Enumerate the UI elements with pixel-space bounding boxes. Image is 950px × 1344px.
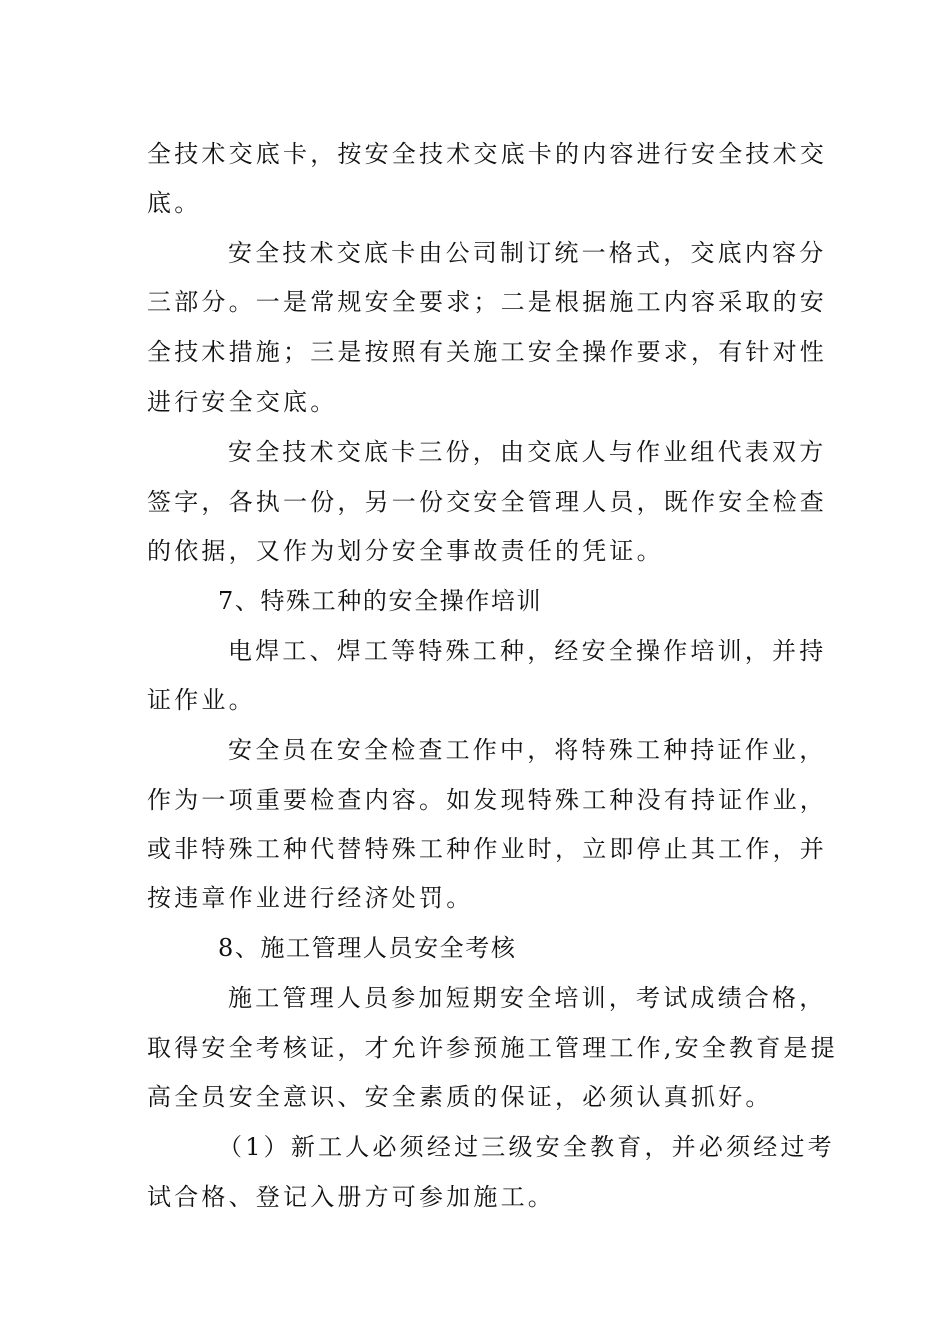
section-heading: 8、施工管理人员安全考核 [218, 934, 517, 962]
paragraph-line: 的依据，又作为划分安全事故责任的凭证。 [147, 537, 664, 565]
paragraph-line: 三部分。一是常规安全要求；二是根据施工内容采取的安 [147, 288, 827, 316]
paragraph-line: 进行安全交底。 [147, 388, 338, 416]
paragraph-line: 全技术措施；三是按照有关施工安全操作要求，有针对性 [147, 338, 827, 366]
paragraph-line: 取得安全考核证，才允许参预施工管理工作,安全教育是提 [147, 1034, 838, 1062]
paragraph-line: （1）新工人必须经过三级安全教育，并必须经过考 [218, 1133, 835, 1161]
paragraph-line: 高全员安全意识、安全素质的保证，必须认真抓好。 [147, 1083, 773, 1111]
paragraph-line: 底。 [147, 189, 202, 217]
paragraph-line: 安全员在安全检查工作中，将特殊工种持证作业， [228, 736, 827, 764]
paragraph-line: 电焊工、焊工等特殊工种，经安全操作培训，并持 [228, 637, 827, 665]
paragraph-line: 签字，各执一份，另一份交安全管理人员，既作安全检查 [147, 488, 827, 516]
paragraph-line: 按违章作业进行经济处罚。 [147, 884, 474, 912]
paragraph-line: 证作业。 [147, 686, 256, 714]
paragraph-line: 试合格、登记入册方可参加施工。 [147, 1183, 555, 1211]
paragraph-line: 或非特殊工种代替特殊工种作业时，立即停止其工作，并 [147, 835, 827, 863]
section-heading: 7、特殊工种的安全操作培训 [218, 587, 543, 615]
paragraph-line: 施工管理人员参加短期安全培训，考试成绩合格， [228, 984, 827, 1012]
paragraph-line: 安全技术交底卡三份，由交底人与作业组代表双方 [228, 438, 827, 466]
paragraph-line: 安全技术交底卡由公司制订统一格式，交底内容分 [228, 239, 827, 267]
paragraph-line: 作为一项重要检查内容。如发现特殊工种没有持证作业， [147, 786, 827, 814]
paragraph-line: 全技术交底卡，按安全技术交底卡的内容进行安全技术交 [147, 140, 827, 168]
